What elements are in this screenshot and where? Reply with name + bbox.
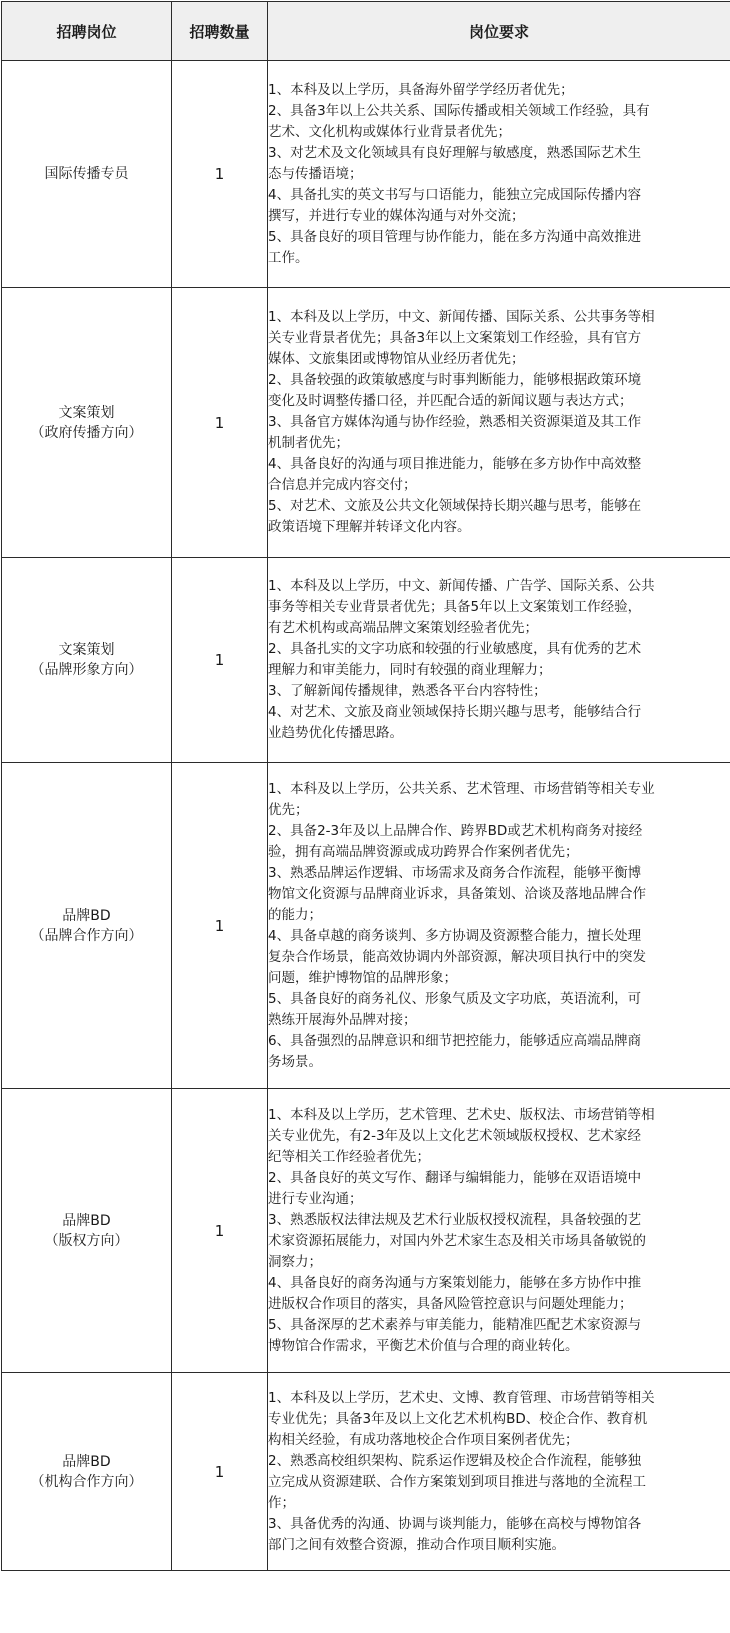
- requirement-line: 熟练开展海外品牌对接；: [268, 1011, 417, 1028]
- count-cell: 1: [172, 763, 268, 1089]
- requirement-line: 工作。: [268, 249, 309, 266]
- requirement-line: 政策语境下理解并转译文化内容。: [268, 519, 471, 535]
- requirement-line: 机制者优先；: [268, 435, 349, 451]
- position-cell: [2, 1373, 172, 1571]
- requirement-line: 1、本科及以上学历，艺术管理、艺术史、版权法、市场营销等相: [268, 1106, 655, 1123]
- requirement-line: 3、了解新闻传播规律，熟悉各平台内容特性；: [268, 683, 547, 699]
- recruitment-table: [1, 1, 730, 1571]
- requirements-cell: [268, 558, 730, 763]
- table-row: [2, 61, 730, 288]
- position-cell: [2, 61, 172, 288]
- requirement-line: 事务等相关专业背景者优先；具备5年以上文案策划工作经验，: [268, 599, 642, 615]
- requirement-line: 术家资源拓展能力，对国内外艺术家生态及相关市场具备敏锐的: [268, 1232, 646, 1249]
- requirement-line: 专业优先；具备3年及以上文化艺术机构BD、校企合作、教育机: [268, 1410, 648, 1427]
- requirement-line: 5、具备良好的项目管理与协作能力，能在多方沟通中高效推进: [268, 228, 642, 245]
- requirement-line: 4、具备良好的沟通与项目推进能力，能够在多方协作中高效整: [268, 456, 642, 472]
- requirement-line: 洞察力；: [268, 1253, 322, 1270]
- requirement-line: 1、本科及以上学历，中文、新闻传播、国际关系、公共事务等相: [268, 309, 655, 325]
- requirement-line: 3、具备优秀的沟通、协调与谈判能力，能够在高校与博物馆各: [268, 1515, 642, 1532]
- requirement-line: 2、具备3年以上公共关系、国际传播或相关领域工作经验，具有: [268, 102, 650, 119]
- requirement-line: 4、具备扎实的英文书写与口语能力，能独立完成国际传播内容: [268, 186, 642, 203]
- requirement-line: 有艺术机构或高端品牌文案策划经验者优先；: [268, 620, 538, 636]
- requirement-line: 关专业优先，有2-3年及以上文化艺术领域版权授权、艺术家经: [268, 1127, 642, 1144]
- requirement-line: 2、熟悉高校组织架构、院系运作逻辑及校企合作流程，能够独: [268, 1452, 642, 1469]
- header-position: 招聘岗位: [2, 2, 172, 61]
- requirement-line: 的能力；: [268, 906, 322, 923]
- requirement-line: 复杂合作场景，能高效协调内外部资源，解决项目执行中的突发: [268, 948, 646, 965]
- position-direction: （品牌形象方向）: [30, 662, 143, 678]
- header-row: [2, 2, 730, 61]
- requirement-line: 态与传播语境；: [268, 165, 363, 182]
- count-cell: 1: [172, 61, 268, 288]
- count-cell: 1: [172, 1089, 268, 1373]
- requirement-line: 1、本科及以上学历，公共关系、艺术管理、市场营销等相关专业: [268, 780, 655, 797]
- table-row: [2, 763, 730, 1089]
- position-title: 国际传播专员: [44, 166, 129, 182]
- position-cell: [2, 558, 172, 763]
- requirement-line: 1、本科及以上学历，艺术史、文博、教育管理、市场营销等相关: [268, 1389, 655, 1406]
- requirement-line: 物馆文化资源与品牌商业诉求，具备策划、洽谈及落地品牌合作: [268, 885, 646, 902]
- header-count: 招聘数量: [172, 2, 268, 61]
- position-cell: [2, 1089, 172, 1373]
- requirement-line: 关专业背景者优先；具备3年以上文案策划工作经验，具有官方: [268, 330, 642, 346]
- table-row: [2, 288, 730, 558]
- position-direction: （品牌合作方向）: [30, 927, 143, 944]
- table-body: [2, 61, 730, 1571]
- requirements-cell: [268, 61, 730, 288]
- requirement-line: 媒体、文旅集团或博物馆从业经历者优先；: [268, 351, 525, 367]
- table-row: [2, 1373, 730, 1571]
- position-direction: （版权方向）: [44, 1232, 129, 1249]
- requirements-cell: [268, 288, 730, 558]
- position-title: 品牌BD: [62, 1212, 111, 1229]
- requirement-line: 纪等相关工作经验者优先；: [268, 1148, 430, 1165]
- requirement-line: 作；: [268, 1494, 295, 1511]
- requirement-line: 2、具备较强的政策敏感度与时事判断能力，能够根据政策环境: [268, 372, 642, 388]
- requirement-line: 4、具备良好的商务沟通与方案策划能力，能够在多方协作中推: [268, 1274, 642, 1291]
- requirement-line: 撰写，并进行专业的媒体沟通与对外交流；: [268, 207, 525, 224]
- requirement-line: 2、具备良好的英文写作、翻译与编辑能力，能够在双语语境中: [268, 1169, 642, 1186]
- requirement-line: 立完成从资源建联、合作方案策划到项目推进与落地的全流程工: [268, 1473, 646, 1490]
- position-title: 品牌BD: [62, 1453, 111, 1470]
- position-title: 文案策划: [58, 404, 115, 421]
- count-cell: 1: [172, 288, 268, 558]
- requirement-line: 业趋势优化传播思路。: [268, 725, 403, 741]
- requirement-line: 2、具备2-3年及以上品牌合作、跨界BD或艺术机构商务对接经: [268, 822, 643, 839]
- requirement-line: 3、具备官方媒体沟通与协作经验，熟悉相关资源渠道及其工作: [268, 414, 642, 430]
- requirement-line: 问题，维护博物馆的品牌形象；: [268, 969, 457, 986]
- table-row: [2, 1089, 730, 1373]
- requirement-line: 合信息并完成内容交付；: [268, 477, 417, 493]
- requirement-line: 3、熟悉版权法律法规及艺术行业版权授权流程，具备较强的艺: [268, 1211, 642, 1228]
- requirement-line: 部门之间有效整合资源，推动合作项目顺利实施。: [268, 1536, 565, 1553]
- requirement-line: 2、具备扎实的文字功底和较强的行业敏感度，具有优秀的艺术: [268, 641, 642, 657]
- position-cell: [2, 288, 172, 558]
- requirement-line: 4、具备卓越的商务谈判、多方协调及资源整合能力，擅长处理: [268, 927, 642, 944]
- requirement-line: 5、对艺术、文旅及公共文化领域保持长期兴趣与思考，能够在: [268, 498, 642, 514]
- requirement-line: 6、具备强烈的品牌意识和细节把控能力，能够适应高端品牌商: [268, 1032, 642, 1049]
- requirement-line: 4、对艺术、文旅及商业领域保持长期兴趣与思考，能够结合行: [268, 704, 642, 720]
- requirement-line: 理解力和审美能力，同时有较强的商业理解力；: [268, 662, 552, 678]
- requirement-line: 5、具备深厚的艺术素养与审美能力，能精准匹配艺术家资源与: [268, 1316, 642, 1333]
- requirement-line: 艺术、文化机构或媒体行业背景者优先；: [268, 123, 511, 140]
- requirement-line: 博物馆合作需求，平衡艺术价值与合理的商业转化。: [268, 1337, 579, 1354]
- requirement-line: 务场景。: [268, 1053, 322, 1070]
- requirements-cell: [268, 1089, 730, 1373]
- requirement-line: 1、本科及以上学历，中文、新闻传播、广告学、国际关系、公共: [268, 578, 655, 594]
- requirement-line: 1、本科及以上学历，具备海外留学学经历者优先；: [268, 81, 574, 98]
- requirement-line: 验，拥有高端品牌资源或成功跨界合作案例者优先；: [268, 843, 579, 860]
- header-requirements: 岗位要求: [268, 2, 730, 61]
- table-row: [2, 558, 730, 763]
- count-cell: 1: [172, 558, 268, 763]
- requirement-line: 5、具备良好的商务礼仪、形象气质及文字功底，英语流利，可: [268, 990, 642, 1007]
- position-direction: （政府传播方向）: [30, 424, 143, 441]
- position-cell: [2, 763, 172, 1089]
- position-direction: （机构合作方向）: [30, 1473, 143, 1490]
- requirements-cell: [268, 1373, 730, 1571]
- position-title: 品牌BD: [62, 907, 111, 924]
- requirement-line: 优先；: [268, 801, 309, 818]
- requirement-line: 进行专业沟通；: [268, 1190, 363, 1207]
- requirement-line: 3、熟悉品牌运作逻辑、市场需求及商务合作流程，能够平衡博: [268, 864, 642, 881]
- requirement-line: 变化及时调整传播口径，并匹配合适的新闻议题与表达方式；: [268, 393, 633, 409]
- requirement-line: 构相关经验，有成功落地校企合作项目案例者优先；: [268, 1431, 579, 1448]
- count-cell: 1: [172, 1373, 268, 1571]
- requirements-cell: [268, 763, 730, 1089]
- position-title: 文案策划: [58, 642, 115, 658]
- requirement-line: 进版权合作项目的落实，具备风险管控意识与问题处理能力；: [268, 1295, 633, 1312]
- requirement-line: 3、对艺术及文化领域具有良好理解与敏感度，熟悉国际艺术生: [268, 144, 642, 161]
